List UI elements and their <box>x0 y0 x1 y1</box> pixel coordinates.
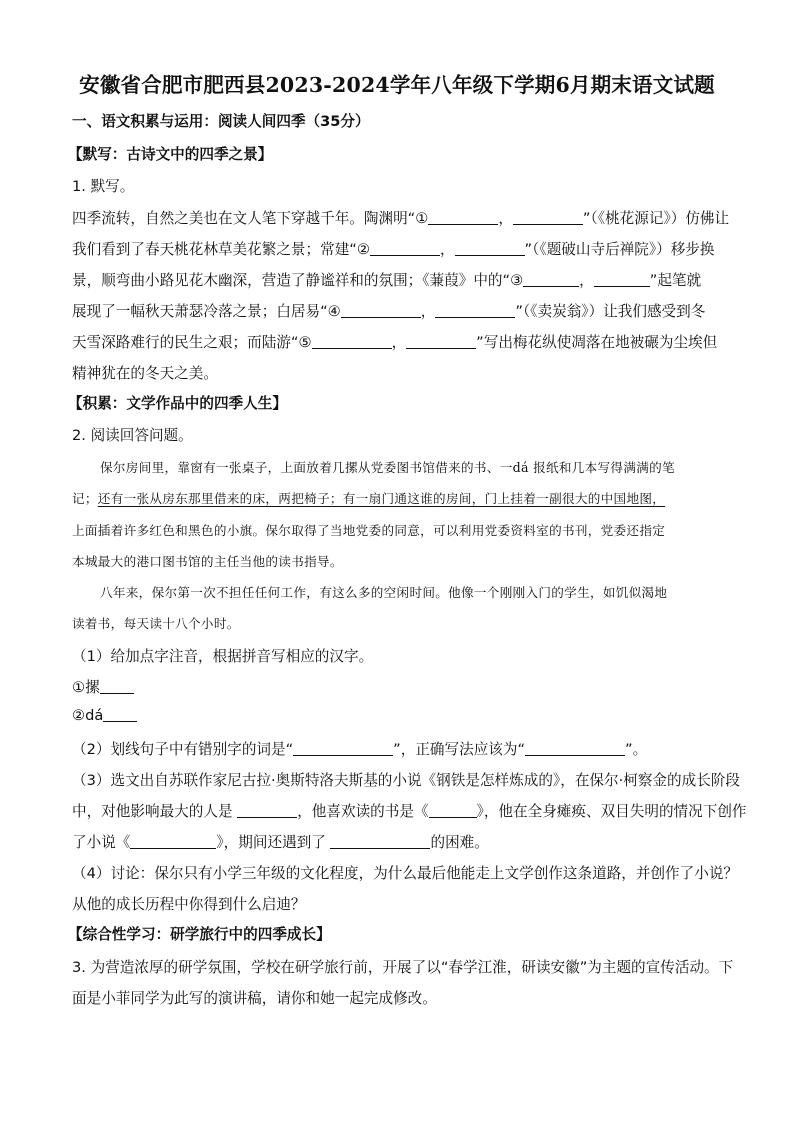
subsection-heading-zonghe: 【综合性学习：研学旅行中的四季成长】 <box>68 926 331 943</box>
q2-sub3-line-1: （3）选文出自苏联作家尼古拉·奥斯特洛夫斯基的小说《钢铁是怎样炼成的》，在保尔·柯察金的成长阶段 <box>72 772 740 789</box>
answer-blank[interactable] <box>455 241 525 256</box>
passage-line: 上面插着许多红色和黑色的小旗。保尔取得了当地党委的同意，可以利用党委资料室的书刊，党委还指定 <box>72 523 666 538</box>
answer-blank[interactable] <box>523 272 579 287</box>
passage-line: 读着书，每天读十八个小时。 <box>72 616 240 631</box>
q2-label: 2. 阅读回答问题。 <box>72 427 193 444</box>
answer-blank[interactable] <box>341 303 421 318</box>
q1-line-4: 展现了一幅秋天萧瑟冷落之景；白居易“④ ， ”（《卖炭翁》）让我们感受到冬 <box>72 303 706 320</box>
subsection-heading-jilei: 【积累：文学作品中的四季人生】 <box>68 395 287 412</box>
q2-sub1b: ②dá <box>72 707 732 724</box>
q2-sub3-line-3: 了小说《 》，期间还遇到了 的困难。 <box>72 834 489 851</box>
q3-line-1: 3. 为营造浓厚的研学氛围，学校在研学旅行前，开展了以“春学江淮，研读安徽”为主题的宣传活动。下 <box>72 959 734 976</box>
answer-blank[interactable] <box>103 707 137 722</box>
answer-blank[interactable] <box>293 741 393 756</box>
passage-line: 记；还有一张从房东那里借来的床，两把椅子；有一扇门通这谁的房间，门上挂着一副很大的中国地图， <box>72 491 666 506</box>
passage-line: 八年来，保尔第一次不担任任何工作，有这么多的空闲时间。他像一个刚刚入门的学生，如饥似渴地 <box>100 585 668 600</box>
underlined-sentence: 还有一张从房东那里借来的床，两把椅子；有一扇门通这谁的房间，门上挂着一副很大的中国地图， <box>97 491 666 506</box>
q2-sub1: （1）给加点字注音，根据拼音写相应的汉字。 <box>72 648 374 665</box>
q1-line-2: 我们看到了春天桃花林草美花繁之景；常建“② ， ”（《题破山寺后禅院》）移步换 <box>72 241 715 258</box>
q1-line-3: 景，顺弯曲小路见花木幽深，营造了静谧祥和的氛围；《蒹葭》中的“③ ， ”起笔就 <box>72 272 702 289</box>
q3-line-2: 面是小菲同学为此写的演讲稿，请你和她一起完成修改。 <box>72 990 437 1007</box>
q2-sub4-line-1: （4）讨论：保尔只有小学三年级的文化程度，为什么最后他能走上文学创作这条道路，并创作了小说？ <box>72 865 739 882</box>
q2-sub2: （2）划线句子中有错别字的词是“ ”，正确写法应该为“ ”。 <box>72 741 648 758</box>
answer-blank[interactable] <box>312 334 392 349</box>
answer-blank[interactable] <box>435 303 515 318</box>
passage-line: 保尔房间里，靠窗有一张桌子，上面放着几摞从党委图书馆借来的书、一dá 报纸和几本写得满满的笔 <box>100 460 675 475</box>
subsection-heading-moxie: 【默写：古诗文中的四季之景】 <box>68 146 273 163</box>
answer-blank[interactable] <box>370 241 440 256</box>
section-heading: 一、语文积累与运用：阅读人间四季（35分） <box>72 113 370 130</box>
q2-sub4-line-2: 从他的成长历程中你得到什么启迪？ <box>72 896 306 913</box>
answer-blank[interactable] <box>406 334 476 349</box>
passage-line: 本城最大的港口图书馆的主任当他的读书指导。 <box>72 554 343 569</box>
q1-line-5: 天雪深路难行的民生之艰；而陆游“⑤ ， ”写出梅花纵使凋落在地被碾为尘埃但 <box>72 334 718 351</box>
answer-blank[interactable] <box>100 679 134 694</box>
q1-line-6: 精神犹在的冬天之美。 <box>72 365 218 382</box>
q2-sub3-line-2: 中，对他影响最大的人是 ，他喜欢读的书是《 》，他在全身瘫痪、双目失明的情况下创作 <box>72 803 747 820</box>
answer-blank[interactable] <box>513 210 583 225</box>
q1-label: 1. 默写。 <box>72 178 135 195</box>
q1-line-1: 四季流转，自然之美也在文人笔下穿越千年。陶渊明“① ， ”（《桃花源记》）仿佛让 <box>72 210 730 227</box>
answer-blank[interactable] <box>130 834 216 849</box>
answer-blank[interactable] <box>429 803 477 818</box>
answer-blank[interactable] <box>330 834 430 849</box>
q2-sub1a: ①摞 <box>72 676 732 697</box>
answer-blank[interactable] <box>594 272 650 287</box>
page-title: 安徽省合肥市肥西县2023-2024学年八年级下学期6月期末语文试题 <box>79 73 715 97</box>
answer-blank[interactable] <box>525 741 625 756</box>
answer-blank[interactable] <box>237 803 297 818</box>
answer-blank[interactable] <box>428 210 498 225</box>
